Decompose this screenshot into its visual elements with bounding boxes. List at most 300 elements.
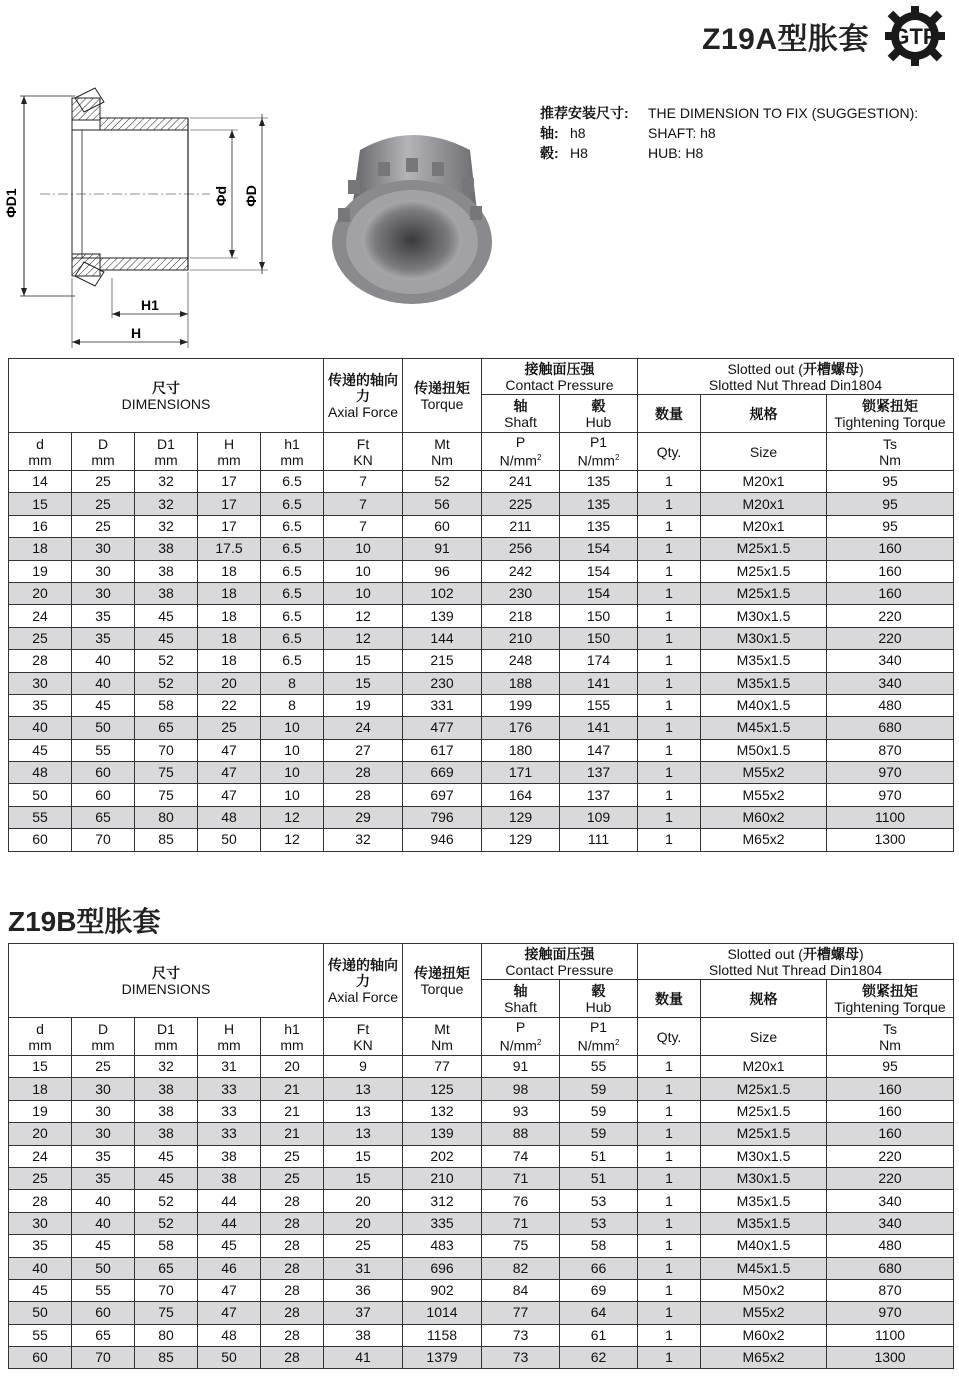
table-cell: 30 [72, 538, 135, 560]
table-cell: 75 [135, 1302, 198, 1324]
table-cell: 30 [9, 1212, 72, 1234]
table-cell: 141 [560, 672, 638, 694]
table-cell: 33 [198, 1100, 261, 1122]
table-cell: 6.5 [261, 627, 324, 649]
table-cell: 248 [482, 650, 560, 672]
table-cell: 109 [560, 806, 638, 828]
table-cell: M30x1.5 [701, 1167, 827, 1189]
table-cell: 85 [135, 1347, 198, 1369]
table-cell: 70 [135, 739, 198, 761]
table-cell: 47 [198, 1279, 261, 1301]
table-cell: 102 [403, 582, 482, 604]
table-row [9, 739, 954, 761]
table-cell: M30x1.5 [701, 627, 827, 649]
table-cell: 25 [72, 471, 135, 493]
table-row [9, 515, 954, 537]
table-cell: 1 [638, 829, 701, 851]
fit-hub-val: H8 [570, 145, 588, 161]
table-cell: 154 [560, 538, 638, 560]
table-cell: 20 [324, 1190, 403, 1212]
table-cell: 40 [72, 1212, 135, 1234]
col-ts: Ts Nm [827, 1018, 954, 1056]
table-cell: 45 [9, 739, 72, 761]
table-cell: 160 [827, 560, 954, 582]
table-cell: 696 [403, 1257, 482, 1279]
table-cell: M35x1.5 [701, 672, 827, 694]
table-cell: M20x1 [701, 515, 827, 537]
product-photo [320, 120, 505, 310]
table-cell: 19 [9, 560, 72, 582]
header-shaft: 轴 Shaft [482, 980, 560, 1018]
table-cell: 35 [9, 1235, 72, 1257]
table-cell: 47 [198, 1302, 261, 1324]
table-cell: 180 [482, 739, 560, 761]
table-cell: 13 [324, 1100, 403, 1122]
table-cell: 45 [135, 1145, 198, 1167]
table-cell: 77 [482, 1302, 560, 1324]
table-cell: 38 [135, 560, 198, 582]
table-cell: 10 [324, 560, 403, 582]
table-cell: 137 [560, 784, 638, 806]
table-cell: 45 [135, 605, 198, 627]
table-cell: 28 [261, 1212, 324, 1234]
table-cell: 946 [403, 829, 482, 851]
table-cell: 211 [482, 515, 560, 537]
table-cell: M35x1.5 [701, 1190, 827, 1212]
table-cell: 64 [560, 1302, 638, 1324]
table-cell: 52 [403, 471, 482, 493]
table-cell: 480 [827, 694, 954, 716]
table-cell: 7 [324, 471, 403, 493]
table-cell: 35 [72, 605, 135, 627]
table-cell: 35 [72, 627, 135, 649]
table-cell: 71 [482, 1212, 560, 1234]
table-cell: 1 [638, 784, 701, 806]
table-cell: 340 [827, 1212, 954, 1234]
table-cell: 8 [261, 672, 324, 694]
table-cell: 96 [403, 560, 482, 582]
table-cell: 125 [403, 1078, 482, 1100]
header-dimensions: 尺寸 DIMENSIONS [9, 944, 324, 1018]
table-cell: 1 [638, 582, 701, 604]
table-cell: 1 [638, 650, 701, 672]
table-cell: 1 [638, 1123, 701, 1145]
table-cell: 25 [198, 717, 261, 739]
table-cell: 1 [638, 605, 701, 627]
table-cell: 129 [482, 806, 560, 828]
table-row [9, 493, 954, 515]
table-cell: 17 [198, 493, 261, 515]
table-cell: 60 [72, 1302, 135, 1324]
table-cell: 20 [9, 582, 72, 604]
table-cell: 1 [638, 717, 701, 739]
table-cell: 44 [198, 1212, 261, 1234]
table-cell: 18 [198, 605, 261, 627]
table-cell: 129 [482, 829, 560, 851]
table-cell: 6.5 [261, 515, 324, 537]
table-cell: 1 [638, 762, 701, 784]
table-cell: 50 [9, 1302, 72, 1324]
table-cell: 312 [403, 1190, 482, 1212]
table-row [9, 1190, 954, 1212]
table-cell: 24 [9, 605, 72, 627]
table-cell: 21 [261, 1078, 324, 1100]
table-cell: 18 [198, 582, 261, 604]
table-cell: 1 [638, 493, 701, 515]
table-cell: 84 [482, 1279, 560, 1301]
table-cell: 483 [403, 1235, 482, 1257]
table-cell: 45 [9, 1279, 72, 1301]
table-cell: 480 [827, 1235, 954, 1257]
page-title: Z19A型胀套 [702, 23, 869, 56]
table-cell: 76 [482, 1190, 560, 1212]
table-cell: 73 [482, 1324, 560, 1346]
table-cell: M30x1.5 [701, 605, 827, 627]
table-cell: 52 [135, 650, 198, 672]
table-cell: 56 [403, 493, 482, 515]
table-cell: 20 [261, 1056, 324, 1078]
table-cell: 6.5 [261, 650, 324, 672]
table-cell: 95 [827, 1056, 954, 1078]
table-cell: 19 [9, 1100, 72, 1122]
table-cell: 8 [261, 694, 324, 716]
table-cell: 340 [827, 650, 954, 672]
table-cell: 20 [9, 1123, 72, 1145]
table-cell: 32 [135, 493, 198, 515]
table-cell: 132 [403, 1100, 482, 1122]
table-cell: 47 [198, 762, 261, 784]
table-cell: 1 [638, 538, 701, 560]
table-row [9, 694, 954, 716]
table-row [9, 471, 954, 493]
table-cell: M40x1.5 [701, 694, 827, 716]
table-cell: 1 [638, 739, 701, 761]
table-cell: 1158 [403, 1324, 482, 1346]
label-h: H [130, 325, 142, 341]
col-big-d: D mm [72, 433, 135, 471]
table-cell: 36 [324, 1279, 403, 1301]
table-cell: 1 [638, 1167, 701, 1189]
table-cell: 38 [135, 582, 198, 604]
table-cell: 55 [72, 739, 135, 761]
table-cell: 680 [827, 717, 954, 739]
label-d1: ΦD1 [3, 188, 19, 218]
table-cell: M45x1.5 [701, 717, 827, 739]
col-mt: Mt Nm [403, 1018, 482, 1056]
table-cell: 52 [135, 1212, 198, 1234]
table-cell: 617 [403, 739, 482, 761]
table-cell: M55x2 [701, 784, 827, 806]
col-h1: h1 mm [261, 1018, 324, 1056]
table-cell: 970 [827, 784, 954, 806]
table-cell: 80 [135, 806, 198, 828]
table-cell: M25x1.5 [701, 1078, 827, 1100]
table-cell: 1 [638, 1190, 701, 1212]
table-cell: 697 [403, 784, 482, 806]
fit-shaft-cn: 轴: [540, 125, 559, 141]
table-cell: 80 [135, 1324, 198, 1346]
table-cell: 66 [560, 1257, 638, 1279]
table-cell: 18 [198, 560, 261, 582]
table-cell: 1 [638, 471, 701, 493]
table-cell: 230 [482, 582, 560, 604]
table-cell: 60 [9, 1347, 72, 1369]
table-cell: 18 [9, 1078, 72, 1100]
table-cell: 70 [72, 1347, 135, 1369]
table-cell: M50x2 [701, 1279, 827, 1301]
table-cell: 20 [198, 672, 261, 694]
table-cell: 38 [135, 1100, 198, 1122]
table-cell: 15 [324, 1145, 403, 1167]
table-cell: 6.5 [261, 538, 324, 560]
col-p: P $N/mm^2$ [482, 433, 560, 471]
table-cell: 40 [9, 1257, 72, 1279]
header-contact-pressure: 接触面压强 Contact Pressure [482, 359, 638, 395]
table-cell: M55x2 [701, 762, 827, 784]
table-cell: 256 [482, 538, 560, 560]
table-cell: 15 [9, 493, 72, 515]
table-cell: 150 [560, 627, 638, 649]
table-cell: 1 [638, 1145, 701, 1167]
header-torque: 传递扭矩 Torque [403, 359, 482, 433]
table-cell: 32 [135, 515, 198, 537]
table-cell: 65 [72, 1324, 135, 1346]
table-cell: 29 [324, 806, 403, 828]
table-cell: 199 [482, 694, 560, 716]
header-hub: 毂 Hub [560, 395, 638, 433]
table-cell: 12 [324, 605, 403, 627]
table-cell: 1 [638, 1212, 701, 1234]
table-cell: 225 [482, 493, 560, 515]
col-ft: Ft KN [324, 1018, 403, 1056]
table-cell: 160 [827, 538, 954, 560]
table-cell: 6.5 [261, 582, 324, 604]
header-torque: 传递扭矩 Torque [403, 944, 482, 1018]
table-cell: 21 [261, 1123, 324, 1145]
table-cell: 30 [9, 672, 72, 694]
table-cell: 135 [560, 471, 638, 493]
table-cell: 31 [198, 1056, 261, 1078]
table-cell: 95 [827, 515, 954, 537]
table-cell: 18 [9, 538, 72, 560]
table-row [9, 717, 954, 739]
table-cell: M60x2 [701, 1324, 827, 1346]
table-cell: 477 [403, 717, 482, 739]
table-cell: 37 [324, 1302, 403, 1324]
table-cell: 28 [9, 1190, 72, 1212]
table-cell: 10 [261, 784, 324, 806]
table-cell: 25 [9, 1167, 72, 1189]
table-cell: M65x2 [701, 1347, 827, 1369]
table-cell: 28 [261, 1347, 324, 1369]
table-cell: 218 [482, 605, 560, 627]
table-cell: M20x1 [701, 471, 827, 493]
table-cell: 155 [560, 694, 638, 716]
table-row [9, 650, 954, 672]
table-cell: 50 [72, 1257, 135, 1279]
table-row [9, 605, 954, 627]
table-cell: M20x1 [701, 1056, 827, 1078]
header-qty-cn: 数量 [638, 980, 701, 1018]
table-cell: 12 [261, 829, 324, 851]
table-cell: 58 [560, 1235, 638, 1257]
logo-text: GTP [892, 24, 938, 49]
table-cell: 28 [261, 1235, 324, 1257]
table-cell: 1 [638, 1324, 701, 1346]
table-cell: M20x1 [701, 493, 827, 515]
table-cell: 33 [198, 1078, 261, 1100]
table-cell: 70 [72, 829, 135, 851]
col-qty: Qty. [638, 433, 701, 471]
table-cell: 1 [638, 1100, 701, 1122]
table-cell: 210 [403, 1167, 482, 1189]
table-cell: M25x1.5 [701, 1123, 827, 1145]
gtp-logo [877, 4, 953, 68]
table-cell: 141 [560, 717, 638, 739]
table-cell: 15 [9, 1056, 72, 1078]
table-cell: 51 [560, 1167, 638, 1189]
table-cell: 335 [403, 1212, 482, 1234]
table-cell: 111 [560, 829, 638, 851]
table-cell: 44 [198, 1190, 261, 1212]
table-cell: 28 [261, 1279, 324, 1301]
table-cell: 17 [198, 515, 261, 537]
table-cell: 55 [72, 1279, 135, 1301]
table-cell: 220 [827, 1145, 954, 1167]
table-cell: 30 [72, 1123, 135, 1145]
table-cell: 1 [638, 1279, 701, 1301]
table-cell: 242 [482, 560, 560, 582]
table-cell: 30 [72, 1100, 135, 1122]
table-cell: 91 [482, 1056, 560, 1078]
table-cell: 55 [560, 1056, 638, 1078]
fit-shaft-val: h8 [570, 125, 586, 141]
table-row [9, 627, 954, 649]
table-cell: 38 [198, 1167, 261, 1189]
col-size: Size [701, 1018, 827, 1056]
table-cell: 25 [72, 493, 135, 515]
table-cell: 1 [638, 560, 701, 582]
table-cell: 48 [9, 762, 72, 784]
col-qty: Qty. [638, 1018, 701, 1056]
col-p1: P1 $N/mm^2$ [560, 1018, 638, 1056]
table-row [9, 762, 954, 784]
section-title-z19b: Z19B型胀套 [8, 906, 161, 937]
table-cell: 20 [324, 1212, 403, 1234]
table-cell: 902 [403, 1279, 482, 1301]
table-cell: 12 [324, 627, 403, 649]
table-cell: 7 [324, 493, 403, 515]
table-cell: 160 [827, 1100, 954, 1122]
table-cell: 45 [72, 694, 135, 716]
col-ts: Ts Nm [827, 433, 954, 471]
table-cell: 46 [198, 1257, 261, 1279]
table-cell: 55 [9, 1324, 72, 1346]
table-row [9, 1145, 954, 1167]
table-cell: 13 [324, 1078, 403, 1100]
table-cell: 6.5 [261, 560, 324, 582]
table-cell: M55x2 [701, 1302, 827, 1324]
table-cell: 870 [827, 1279, 954, 1301]
table-cell: 241 [482, 471, 560, 493]
table-row [9, 1257, 954, 1279]
header-tightening: 锁紧扭矩 Tightening Torque [827, 395, 954, 433]
table-cell: 1 [638, 515, 701, 537]
table-row [9, 1347, 954, 1369]
label-d: Φd [213, 185, 229, 207]
table-cell: 98 [482, 1078, 560, 1100]
table-cell: 60 [9, 829, 72, 851]
header-axial-force: 传递的轴向力 Axial Force [324, 359, 403, 433]
table-cell: 50 [198, 829, 261, 851]
table-cell: 680 [827, 1257, 954, 1279]
table-cell: 19 [324, 694, 403, 716]
table-cell: 220 [827, 1167, 954, 1189]
table-cell: 45 [135, 627, 198, 649]
table-cell: 58 [135, 1235, 198, 1257]
table-cell: 139 [403, 605, 482, 627]
table-cell: 35 [9, 694, 72, 716]
table-cell: 95 [827, 493, 954, 515]
table-cell: 74 [482, 1145, 560, 1167]
table-cell: 1 [638, 672, 701, 694]
table-cell: 6.5 [261, 471, 324, 493]
table-cell: M25x1.5 [701, 1100, 827, 1122]
table-cell: 331 [403, 694, 482, 716]
table-cell: M40x1.5 [701, 1235, 827, 1257]
table-cell: 24 [9, 1145, 72, 1167]
table-cell: 47 [198, 739, 261, 761]
table-cell: 10 [261, 762, 324, 784]
table-cell: 60 [72, 762, 135, 784]
table-cell: 70 [135, 1279, 198, 1301]
table-cell: 32 [324, 829, 403, 851]
table-cell: 48 [198, 806, 261, 828]
table-cell: 17 [198, 471, 261, 493]
header-slotted-nut: Slotted out (开槽螺母) Slotted Nut Thread Din1804 [638, 359, 954, 395]
table-row [9, 806, 954, 828]
col-ft: Ft KN [324, 433, 403, 471]
table-row [9, 560, 954, 582]
table-cell: 50 [72, 717, 135, 739]
table-cell: 970 [827, 1302, 954, 1324]
table-cell: 171 [482, 762, 560, 784]
table-cell: 1 [638, 1235, 701, 1257]
table-cell: 40 [72, 1190, 135, 1212]
table-row [9, 829, 954, 851]
table-cell: 25 [72, 515, 135, 537]
table-cell: 33 [198, 1123, 261, 1145]
table-cell: 9 [324, 1056, 403, 1078]
table-cell: 93 [482, 1100, 560, 1122]
fit-hub-cn: 毂: [540, 145, 559, 161]
table-cell: M35x1.5 [701, 1212, 827, 1234]
table-cell: M25x1.5 [701, 538, 827, 560]
table-cell: 95 [827, 471, 954, 493]
table-cell: 137 [560, 762, 638, 784]
table-cell: 1014 [403, 1302, 482, 1324]
table-cell: 48 [198, 1324, 261, 1346]
fit-shaft-en: SHAFT: h8 [648, 125, 716, 141]
spec-table-z19b [8, 943, 954, 1369]
table-cell: 52 [135, 672, 198, 694]
table-cell: 35 [72, 1145, 135, 1167]
table-cell: M35x1.5 [701, 650, 827, 672]
table-cell: 25 [9, 627, 72, 649]
table-cell: 12 [261, 806, 324, 828]
table-cell: 75 [135, 784, 198, 806]
table-cell: M25x1.5 [701, 560, 827, 582]
